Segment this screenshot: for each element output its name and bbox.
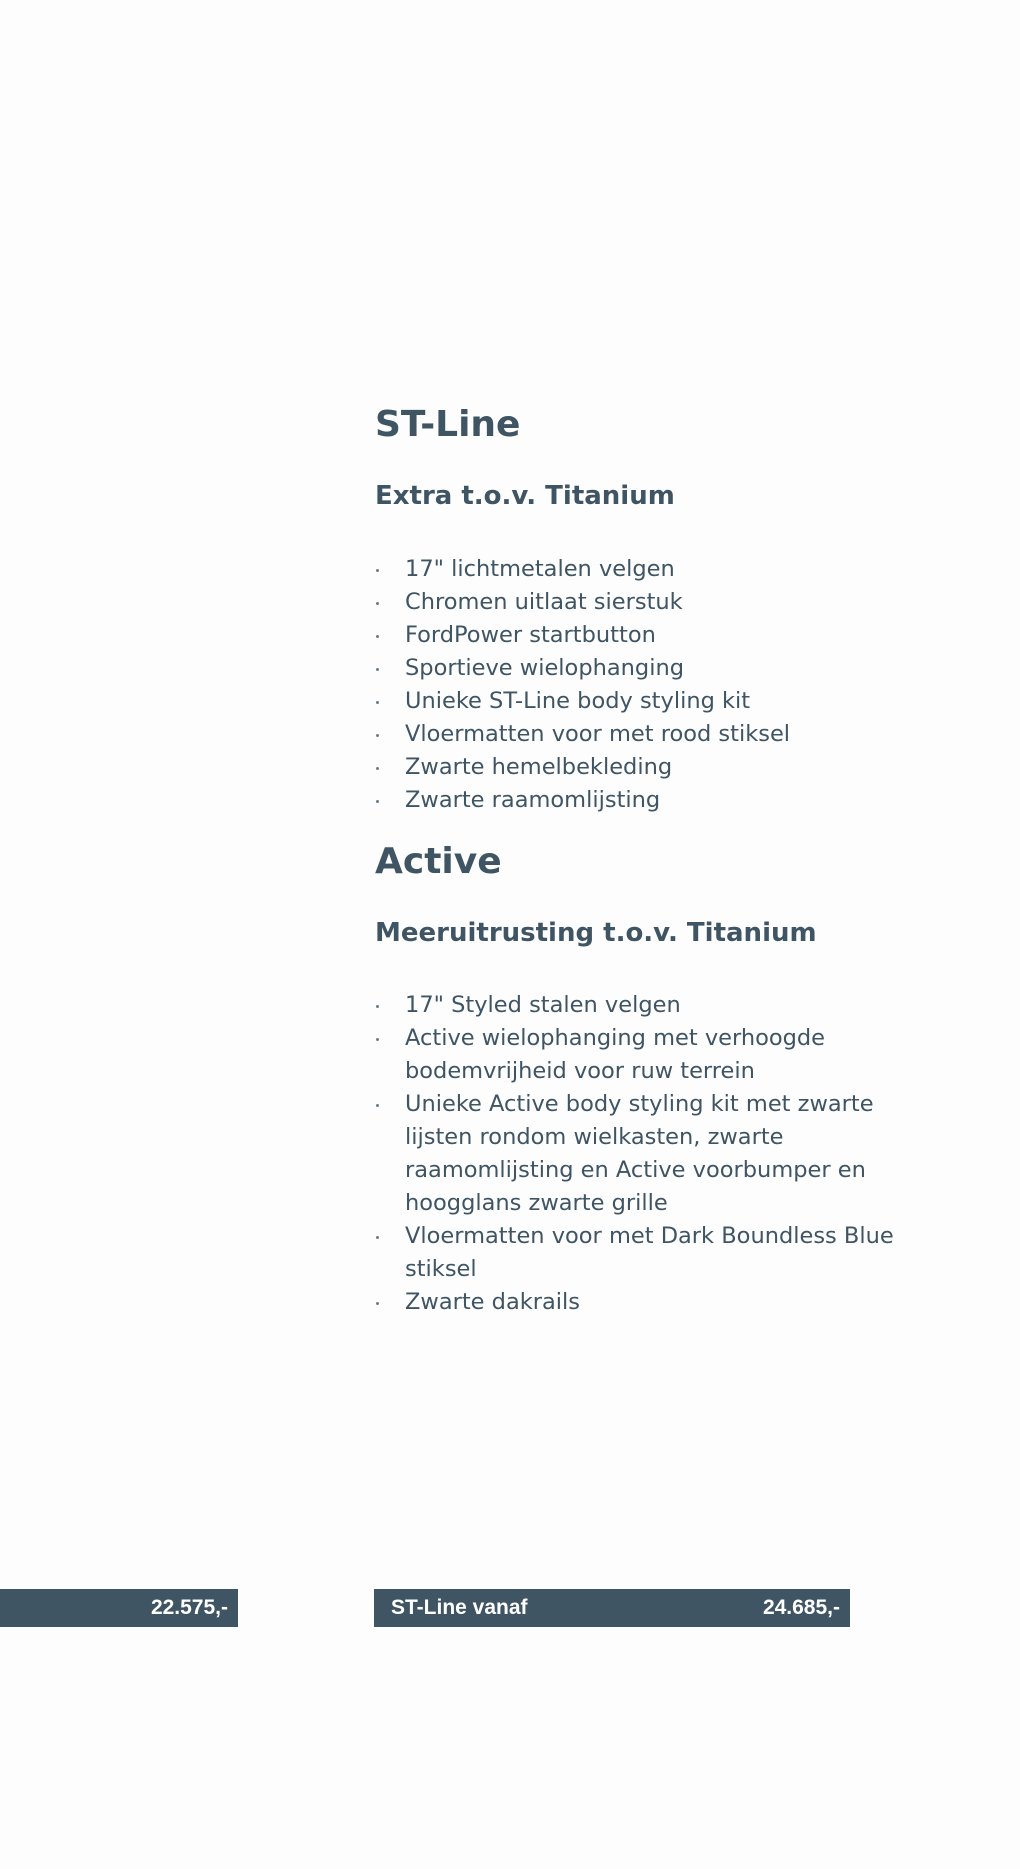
- left-price-bar: [0, 1589, 238, 1627]
- list-item: Vloermatten voor met Dark Boundless Blue stiksel: [375, 1220, 895, 1286]
- list-item: Chromen uitlaat sierstuk: [375, 586, 790, 619]
- list-item: 17" lichtmetalen velgen: [375, 553, 790, 586]
- list-item: Active wielophanging met verhoogde bodemvrijheid voor ruw terrein: [375, 1022, 895, 1088]
- st-line-price-label: ST-Line vanaf: [391, 1596, 528, 1619]
- list-item: 17" Styled stalen velgen: [375, 989, 895, 1022]
- list-item: Vloermatten voor met rood stiksel: [375, 718, 790, 751]
- active-title: Active: [375, 841, 502, 882]
- st-line-subtitle: Extra t.o.v. Titanium: [375, 481, 675, 511]
- st-line-feature-list: [375, 553, 790, 817]
- list-item: Zwarte dakrails: [375, 1286, 895, 1319]
- st-line-price-value: 24.685,-: [762, 1596, 840, 1619]
- list-item: Zwarte raamomlijsting: [375, 784, 790, 817]
- list-item: FordPower startbutton: [375, 619, 790, 652]
- active-feature-list: [375, 989, 895, 1319]
- list-item: Sportieve wielophanging: [375, 652, 790, 685]
- list-item: Zwarte hemelbekleding: [375, 751, 790, 784]
- list-item: Unieke Active body styling kit met zwarte lijsten rondom wielkasten, zwarte raamomlijsting en Active voorbumper en hoogglans zwarte grille: [375, 1088, 895, 1220]
- list-item: Unieke ST-Line body styling kit: [375, 685, 790, 718]
- left-price-value: 22.575,-: [150, 1596, 228, 1619]
- st-line-price-bar: [374, 1589, 850, 1627]
- st-line-title: ST-Line: [375, 404, 521, 445]
- active-subtitle: Meeruitrusting t.o.v. Titanium: [375, 918, 817, 948]
